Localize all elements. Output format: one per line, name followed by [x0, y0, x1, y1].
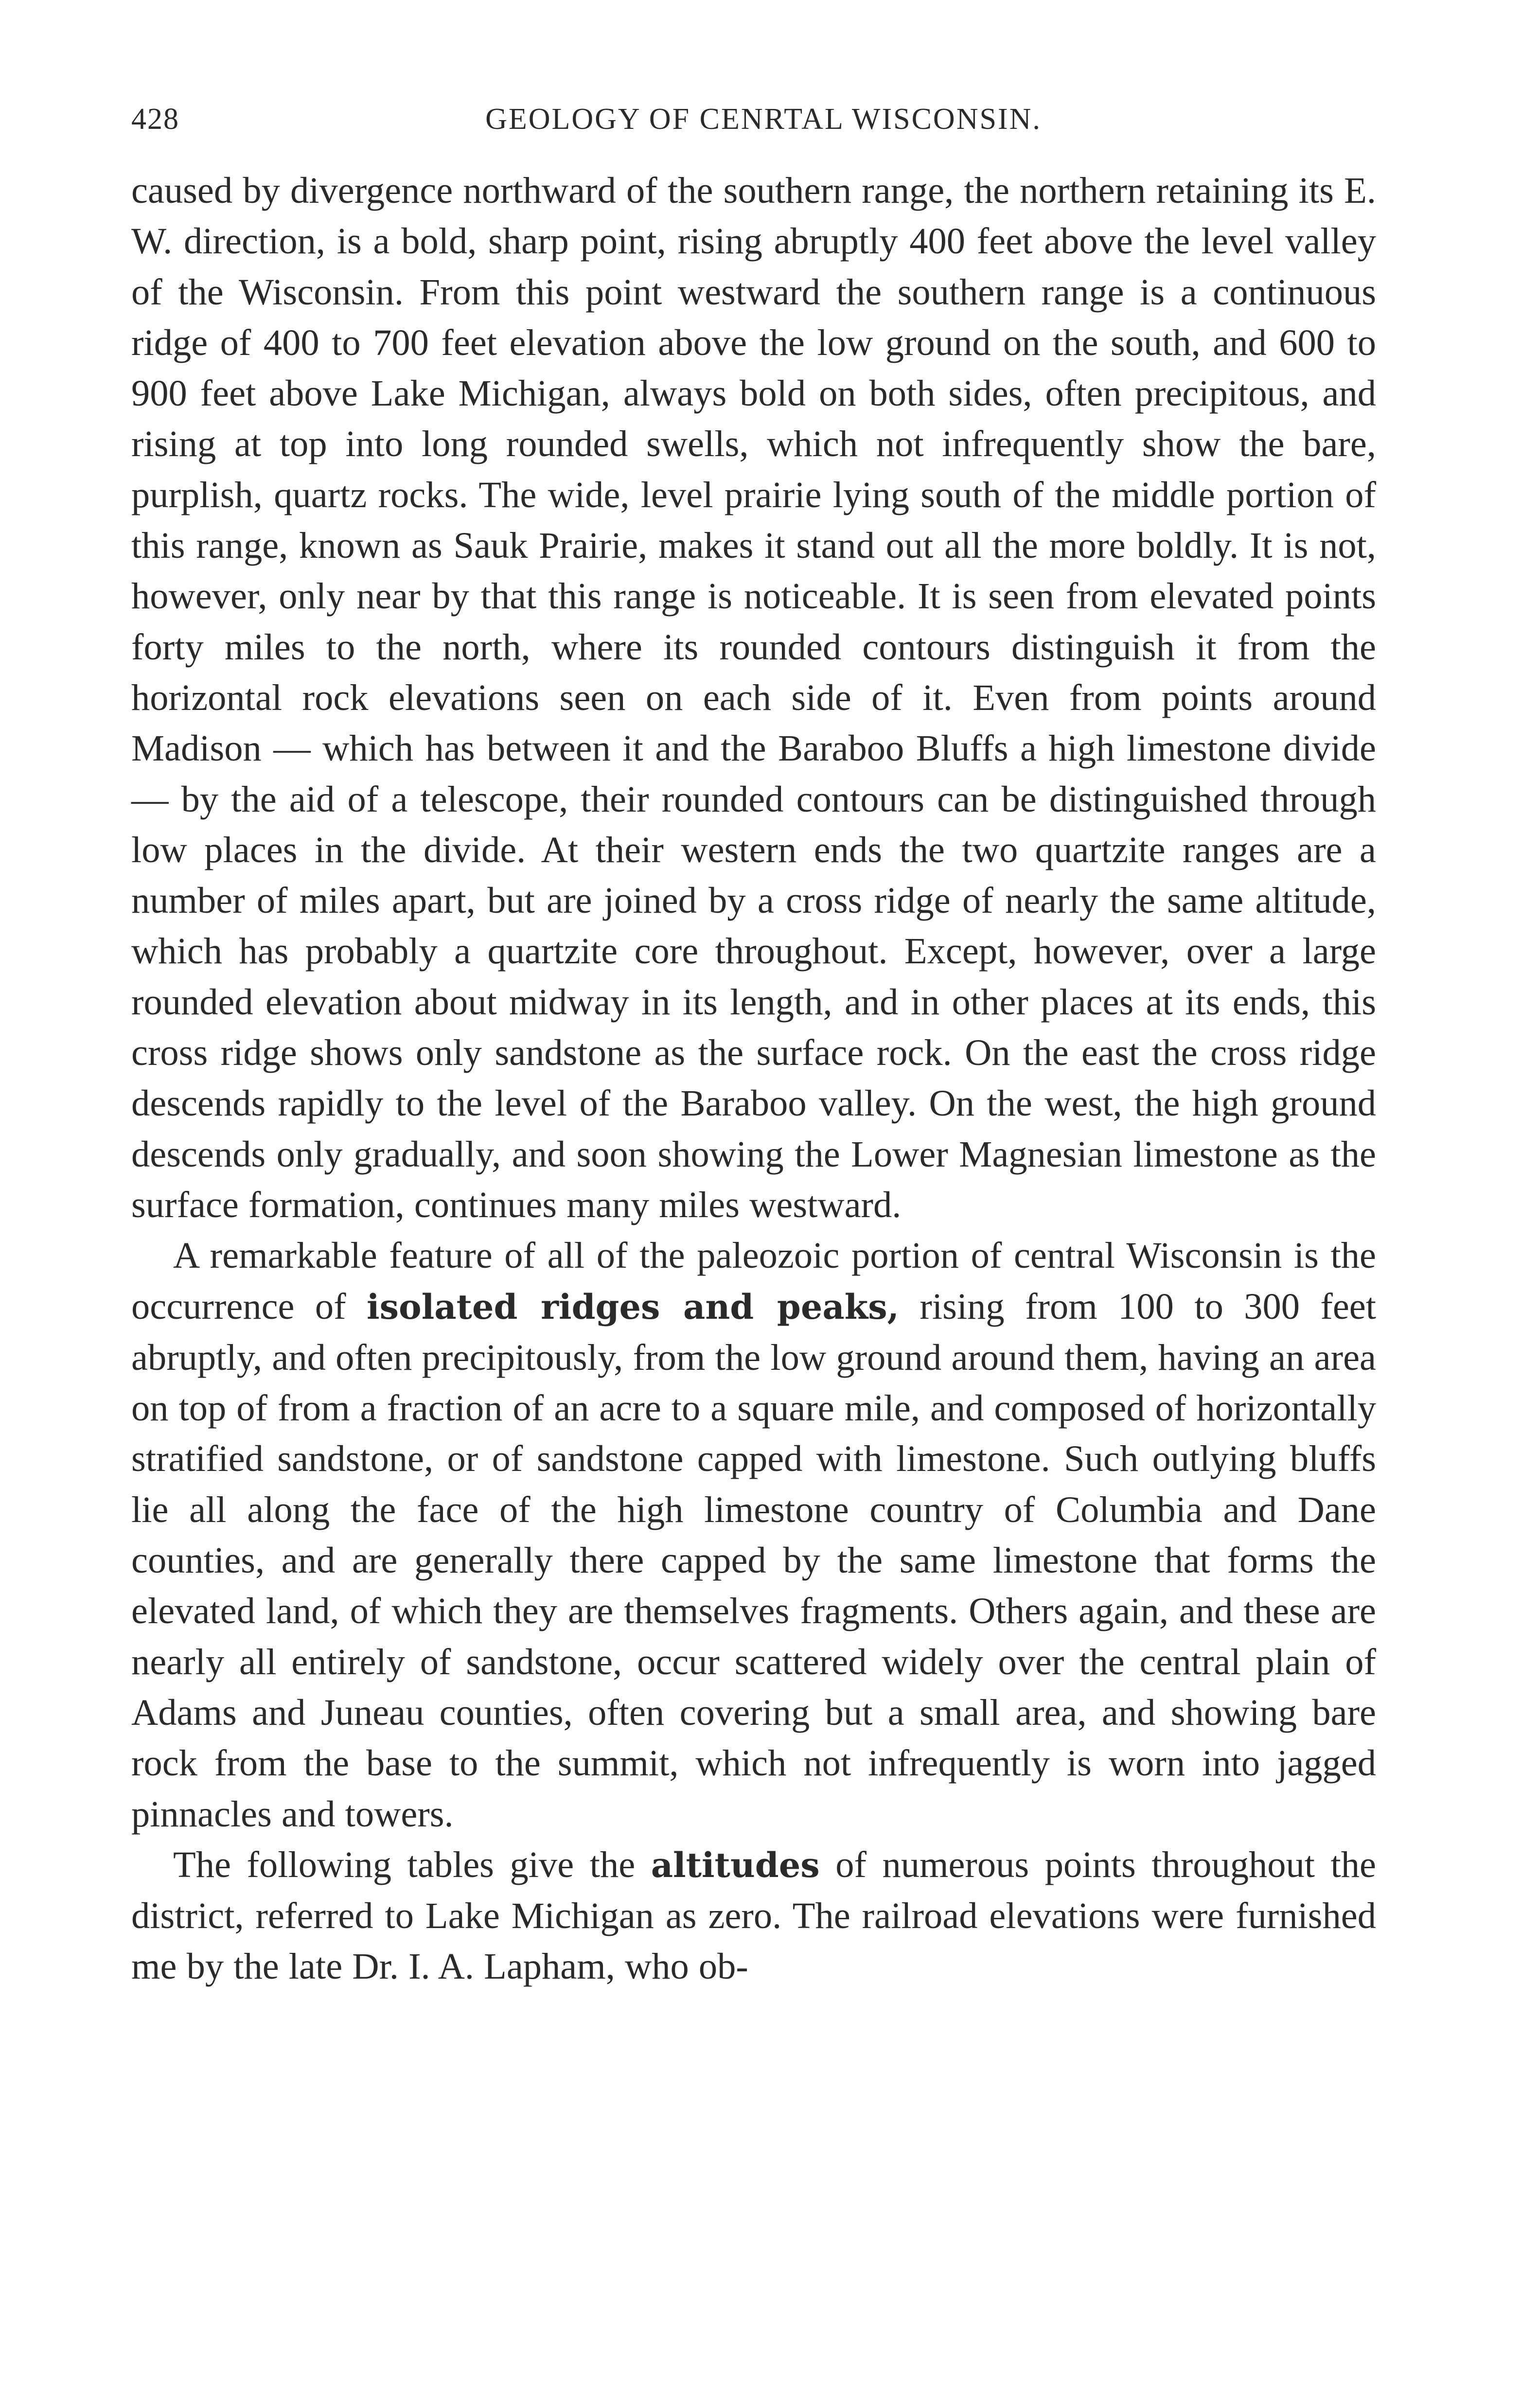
paragraph-altitudes: [131, 1840, 1376, 1992]
paragraph-ridge-description: caused by divergence northward of the southern range, the northern retaining its E. W. direction, is a bold, sharp point, rising abruptly 400 feet above the level valley of the Wisconsin. From this point westward the southern range is a continuous ridge of 400 to 700 feet elevation above the low ground on the south, and 600 to 900 feet above Lake Michigan, always bold on both sides, often precipitous, and rising at top into long rounded swells, which not infrequently show the bare, purplish, quartz rocks. The wide, level prairie lying south of the middle portion of this range, known as Sauk Prairie, makes it stand out all the more boldly. It is not, however, only near by that this range is noticeable. It is seen from elevated points forty miles to the north, where its rounded contours distinguish it from the horizontal rock elevations seen on each side of it. Even from points around Madison — which has between it and the Baraboo Bluffs a high limestone divide — by the aid of a telescope, their rounded contours can be distinguished through low places in the divide. At their western ends the two quartzite ranges are a number of miles apart, but are joined by a cross ridge of nearly the same altitude, which has probably a quartzite core throughout. Except, however, over a large rounded elevation about midway in its length, and in other places at its ends, this cross ridge shows only sandstone as the surface rock. On the east the cross ridge descends rapidly to the level of the Baraboo valley. On the west, the high ground descends only gradually, and soon showing the Lower Magnesian limestone as the surface formation, continues many miles westward.: [131, 170, 1376, 1225]
paragraph-text-start: The following tables give the: [173, 1843, 651, 1885]
page-number: 428: [131, 103, 179, 136]
running-title: GEOLOGY OF CENRTAL WISCONSIN.: [485, 103, 1042, 136]
running-header: [131, 97, 1376, 156]
body-text: [131, 165, 1376, 1992]
bold-term-altitudes: altitudes: [651, 1844, 820, 1885]
document-page: [131, 97, 1376, 1992]
paragraph-text-end: of numerous points throughout the district, referred to Lake Michigan as zero. The railroad elevations were furnished me by the late Dr. I. A. Lapham, who ob-: [131, 1843, 1376, 1987]
paragraph-text-end: rising from 100 to 300 feet abruptly, and often precipitously, from the low ground around them, having an area on top of from a fraction of an acre to a square mile, and composed of horizontally stratified sandstone, or of sandstone capped with limestone. Such outlying bluffs lie all along the face of the high limestone country of Columbia and Dane counties, and are generally there capped by the same limestone that forms the elevated land, of which they are themselves fragments. Others again, and these are nearly all entirely of sandstone, occur scattered widely over the central plain of Adams and Juneau counties, often covering but a small area, and showing bare rock from the base to the summit, which not infrequently is worn into jagged pinnacles and towers.: [131, 1285, 1377, 1835]
bold-term-isolated-ridges: isolated ridges and peaks,: [367, 1286, 900, 1327]
paragraph-text-start: A remarkable feature of all of the paleozoic portion of central Wisconsin is the occurrence of: [131, 1235, 1376, 1327]
paragraph-isolated-ridges: [131, 1230, 1376, 1840]
